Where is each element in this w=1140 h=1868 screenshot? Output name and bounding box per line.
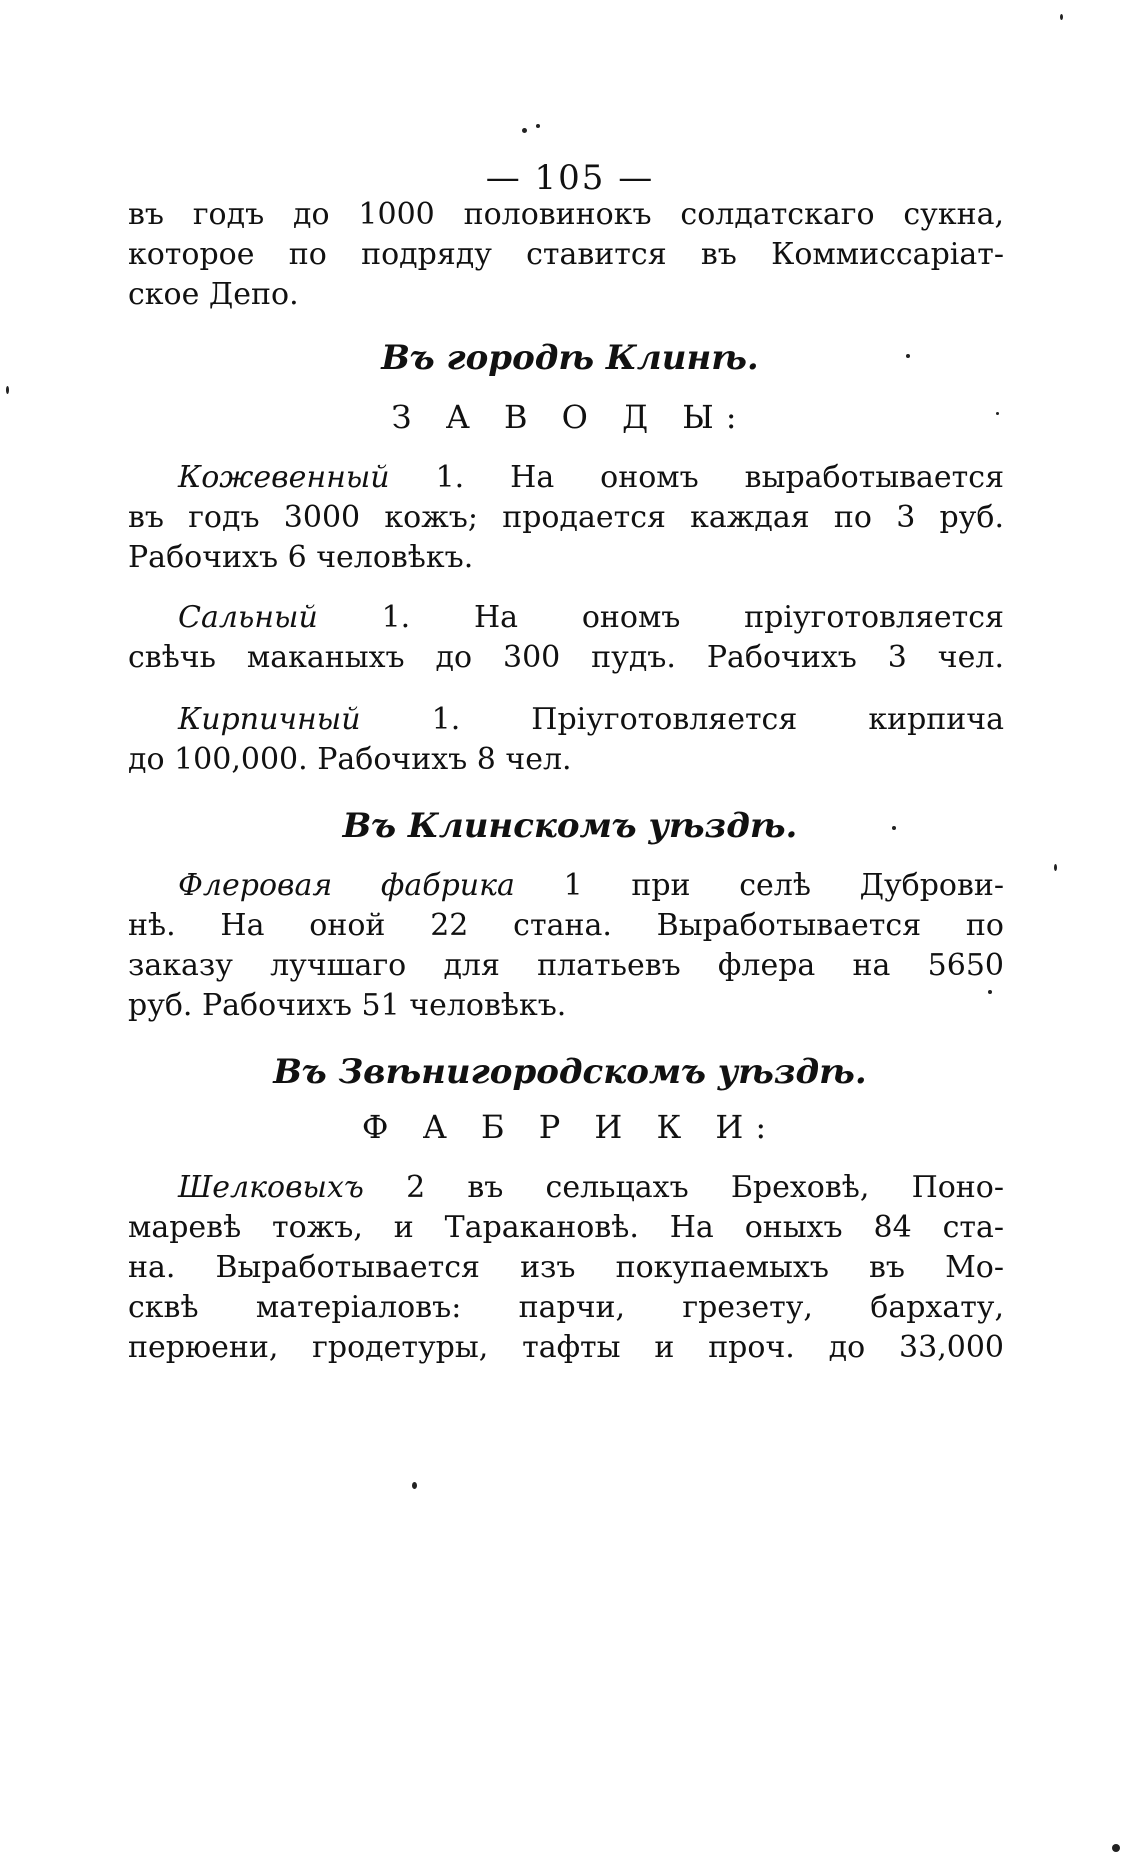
entry-name: Шелковыхъ	[178, 1170, 364, 1205]
section-title: Въ Звѣнигородскомъ уѣздѣ.	[273, 1052, 867, 1092]
page-number: — 105 —	[485, 158, 655, 198]
entry-text: 1. На ономъ выработывается	[389, 460, 1004, 495]
scan-speck	[1060, 14, 1063, 20]
scan-speck	[1112, 1844, 1120, 1852]
text-line: до 100,000. Рабочихъ 8 чел.	[128, 742, 572, 777]
entry-text: 1. Пріуготовляется кирпича	[360, 702, 1004, 737]
text-line: свѣчь маканыхъ до 300 пудъ. Рабочихъ 3 чел.	[128, 640, 1004, 675]
text-line: въ годъ до 1000 половинокъ солдатскаго сукна,	[128, 197, 1004, 232]
text-line: ское Депо.	[128, 277, 299, 312]
entry-name: Кожевенный	[178, 460, 390, 495]
section-title: Въ Клинскомъ уѣздѣ.	[342, 806, 798, 846]
scan-speck	[988, 990, 992, 994]
text-line: въ годъ 3000 кожъ; продается каждая по 3 руб.	[128, 500, 1004, 535]
text-line: руб. Рабочихъ 51 человѣкъ.	[128, 988, 567, 1023]
text-line: заказу лучшаго для платьевъ флера на 5650	[128, 948, 1004, 983]
text-line: перюени, гродетуры, тафты и проч. до 33,000	[128, 1330, 1004, 1365]
entry-name: Сальный	[178, 600, 318, 635]
scan-speck	[906, 354, 910, 358]
text-line: на. Выработывается изъ покупаемыхъ въ Мо-	[128, 1250, 1004, 1285]
entry-first-line	[178, 866, 1004, 906]
section-title: Въ городѣ Клинѣ.	[381, 338, 759, 378]
scan-speck	[892, 826, 896, 830]
scan-speck	[6, 386, 9, 394]
entry-first-line	[178, 458, 1004, 498]
entry-first-line	[178, 700, 1004, 740]
entry-text: 1. На ономъ пріуготовляется	[317, 600, 1004, 635]
entry-text: 2 въ сельцахъ Бреховѣ, Поно-	[363, 1170, 1004, 1205]
scan-speck	[996, 412, 999, 415]
scan-speck	[1054, 864, 1057, 871]
entry-first-line	[178, 598, 1004, 638]
text-line: сквѣ матеріаловъ: парчи, грезету, бархату,	[128, 1290, 1004, 1325]
entry-text: 1 при селѣ Дуброви-	[514, 868, 1004, 903]
scan-speck	[412, 1482, 417, 1489]
scan-speck	[536, 124, 540, 128]
text-line: Рабочихъ 6 человѣкъ.	[128, 540, 474, 575]
section-subtitle: Ф А Б Р И К И:	[361, 1108, 779, 1146]
text-line: маревѣ тожъ, и Таракановѣ. На оныхъ 84 ста-	[128, 1210, 1004, 1245]
scan-speck	[522, 128, 527, 133]
text-line: которое по подряду ставится въ Коммиссаріат-	[128, 237, 1004, 272]
section-subtitle: З А В О Д Ы:	[391, 398, 749, 436]
text-line: нѣ. На оной 22 стана. Выработывается по	[128, 908, 1004, 943]
entry-first-line	[178, 1168, 1004, 1208]
entry-name: Флеровая фабрика	[178, 868, 515, 903]
entry-name: Кирпичный	[178, 702, 361, 737]
